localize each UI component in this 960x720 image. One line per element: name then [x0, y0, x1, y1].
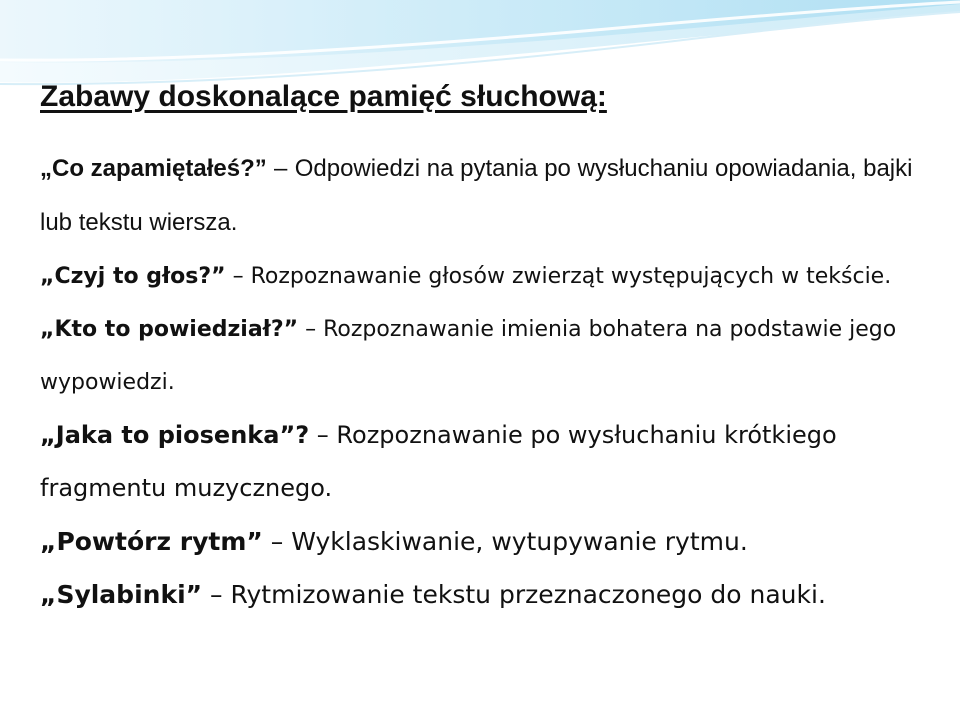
dash: –: [210, 580, 223, 609]
close-quote: ”?: [279, 421, 310, 449]
close-quote: ”: [283, 317, 299, 342]
list-item: [40, 409, 930, 515]
dash: –: [274, 155, 288, 182]
activity-name: Czyj to głos?: [54, 264, 212, 289]
close-quote: ”: [246, 527, 263, 556]
list-item: [40, 515, 930, 568]
activity-name: Sylabinki: [56, 580, 186, 609]
list-item: [40, 142, 930, 250]
dash: –: [270, 527, 284, 556]
slide-title: Zabawy doskonalące pamięć słuchową:: [40, 80, 607, 113]
close-quote: ”: [185, 580, 203, 609]
activity-description: Rytmizowanie tekstu przeznaczonego do nauki.: [230, 580, 826, 609]
open-quote: „: [40, 580, 57, 609]
activity-description: Rozpoznawanie po wysłuchaniu krótkiego fragmentu muzycznego.: [40, 421, 837, 502]
open-quote: „: [40, 527, 57, 556]
close-quote: ”: [254, 155, 267, 182]
activity-name: Powtórz rytm: [56, 527, 247, 556]
open-quote: „: [40, 155, 52, 182]
list-item: [40, 303, 930, 409]
activity-description: Rozpoznawanie głosów zwierząt występujących w tekście.: [250, 264, 892, 289]
activity-description: Odpowiedzi na pytania po wysłuchaniu opowiadania, bajki lub tekstu wiersza.: [40, 155, 913, 236]
list-item: [40, 568, 930, 621]
dash: –: [232, 264, 244, 289]
open-quote: „: [40, 317, 55, 342]
activity-description: Rozpoznawanie imienia bohatera na podstawie jego wypowiedzi.: [40, 317, 897, 395]
close-quote: ”: [211, 264, 226, 289]
activity-name: Kto to powiedział?: [54, 317, 284, 342]
list-item: [40, 250, 930, 303]
open-quote: „: [40, 264, 55, 289]
slide-content: [40, 80, 930, 621]
activity-name: Co zapamiętałeś?: [52, 155, 255, 182]
activity-name: Jaka to piosenka: [55, 421, 280, 449]
dash: –: [316, 421, 329, 449]
activity-description: Wyklaskiwanie, wytupywanie rytmu.: [291, 527, 748, 556]
dash: –: [305, 317, 317, 342]
open-quote: „: [40, 421, 56, 449]
